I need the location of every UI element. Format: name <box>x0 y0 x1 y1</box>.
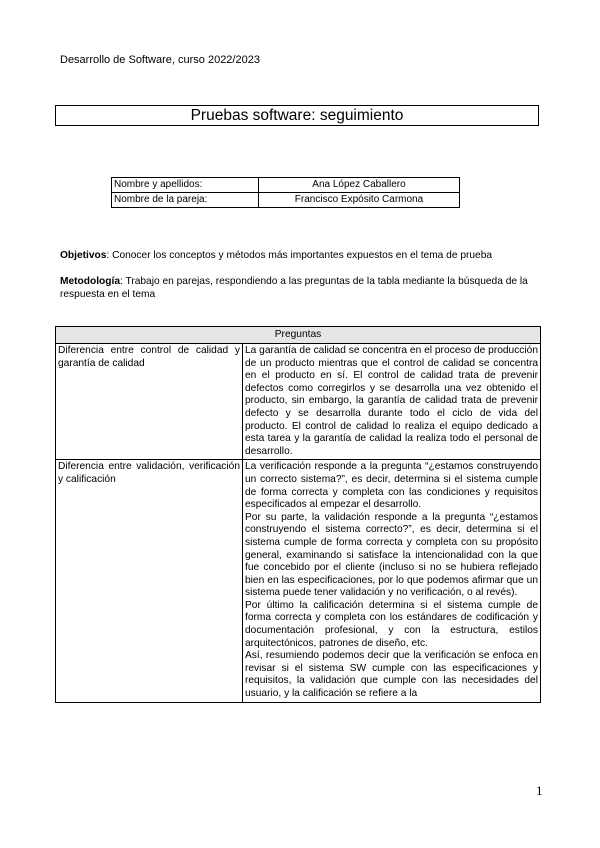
table-header-row <box>56 327 541 344</box>
table-row <box>112 193 460 208</box>
methodology-paragraph <box>60 276 544 301</box>
question-cell: Diferencia entre validación, verificación y calificación <box>56 460 243 702</box>
name-value: Ana López Caballero <box>259 178 460 193</box>
answer-paragraph: Así, resumiendo podemos decir que la verificación se enfoca en revisar si el sistema SW cumple con las especificaciones y requisitos, la validación que cumple con las necesidades del usuario, y la calificación se refiere a la <box>245 650 538 700</box>
partner-label: Nombre de la pareja: <box>112 193 259 208</box>
questions-header: Preguntas <box>56 327 541 344</box>
table-row <box>112 178 460 193</box>
name-label: Nombre y apellidos: <box>112 178 259 193</box>
answer-paragraph: Por último la calificación determina si el sistema cumple de forma correcta y completa con los estándares de codificación y documentación profesional, y con la estructura, estilos arquitectónicos, patrones de diseño, etc. <box>245 599 538 649</box>
question-cell: Diferencia entre control de calidad y garantía de calidad <box>56 344 243 460</box>
objectives-label: Objetivos <box>60 250 107 261</box>
methodology-label: Metodología <box>60 276 120 287</box>
questions-table <box>55 326 541 703</box>
answer-paragraph: La verificación responde a la pregunta “¿estamos construyendo un correcto sistema?”, es decir, determina si el sistema cumple de forma correcta y completa con las condiciones y requisitos especificados al empezar el desarrollo. <box>245 461 538 511</box>
table-row <box>56 344 541 460</box>
objectives-text: : Conocer los conceptos y métodos más importantes expuestos en el tema de prueba <box>106 250 493 261</box>
answer-paragraph: La garantía de calidad se concentra en el proceso de producción de un producto mientras que el control de calidad se concentra en el producto en sí. El control de calidad trata de prevenir defectos como corregirlos y se desarrolla una vez obtenido el producto, sin embargo, la garantía de calidad trata de prevenir defecto y se desarrolla durante todo el ciclo de vida del producto. El control de calidad lo realiza el equipo dedicado a esta tarea y la garantía de calidad la realiza todo el personal de desarrollo. <box>245 345 538 457</box>
table-row <box>56 460 541 702</box>
answer-cell <box>243 460 541 702</box>
page-title: Pruebas software: seguimiento <box>55 105 539 126</box>
course-header: Desarrollo de Software, curso 2022/2023 <box>60 54 260 66</box>
page-number: 1 <box>536 783 543 798</box>
answer-cell <box>243 344 541 460</box>
info-table <box>111 177 460 208</box>
answer-paragraph: Por su parte, la validación responde a la pregunta “¿estamos construyendo el sistema correcto?”, es decir, determina si el sistema cumple de forma correcta y completa con su propósito general, examinando si satisface la intencionalidad con la que fue concebido por el cliente (incluso si no se hubiera reflejado bien en las especificaciones, por lo que podemos afirmar que un sistema puede tener validación y no verificación, o al revés). <box>245 511 538 599</box>
methodology-text: : Trabajo en parejas, respondiendo a las preguntas de la tabla mediante la búsqueda de la respuesta en el tema <box>60 276 528 300</box>
objectives-paragraph <box>60 250 544 263</box>
partner-value: Francisco Expósito Carmona <box>259 193 460 208</box>
